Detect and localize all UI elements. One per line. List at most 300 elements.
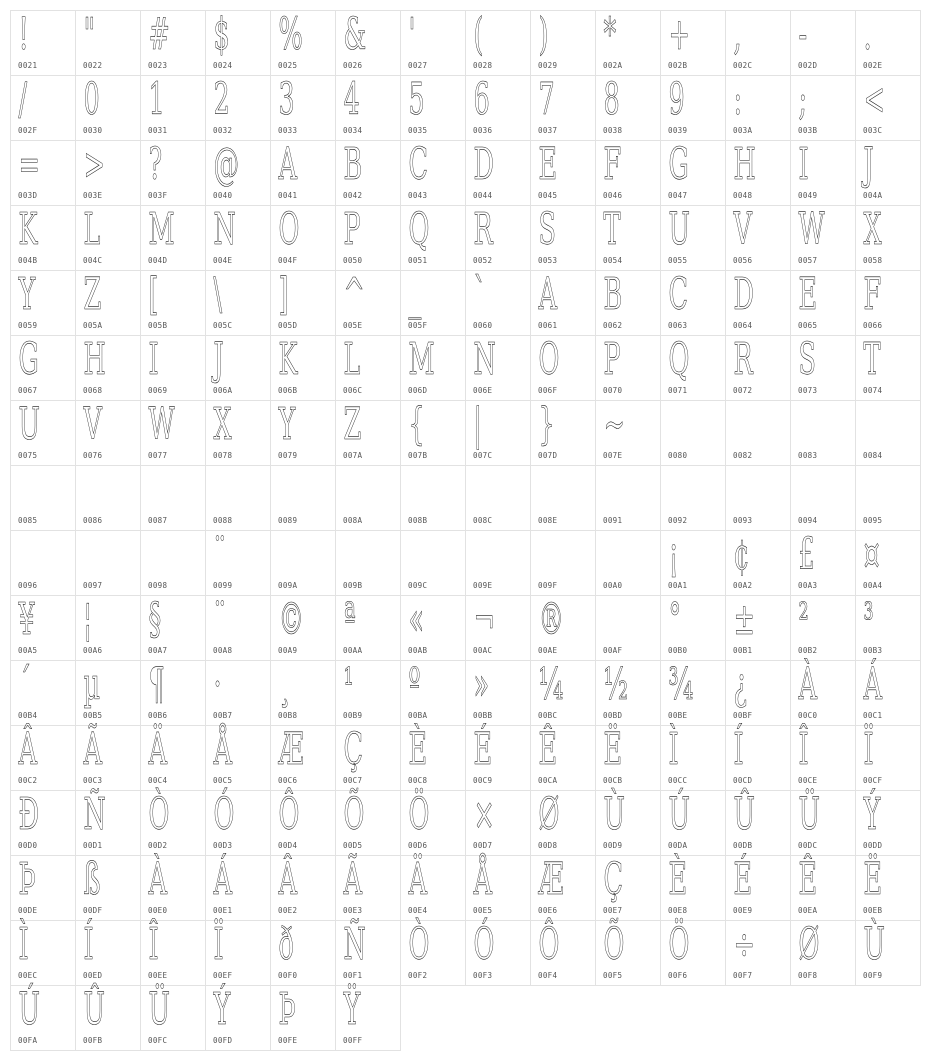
glyph-sample: * [603,9,617,60]
glyph-sample: ¬ [473,594,495,645]
codepoint-label: 0099 [213,581,233,590]
codepoint-label: 005F [408,321,428,330]
glyph-cell [206,206,271,271]
codepoint-label: 00D8 [538,841,558,850]
codepoint-label: 00E6 [538,906,558,915]
glyph-sample: S [538,204,556,255]
glyph-sample: E [538,139,558,190]
glyph-cell [141,531,206,596]
glyph-sample: ; [798,74,808,125]
glyph-sample [275,527,309,583]
glyph-cell [336,466,401,531]
glyph-sample: Ö [668,919,690,970]
glyph-cell [531,11,596,76]
glyph-cell [141,661,206,726]
glyph-sample [15,527,49,583]
glyph-cell [596,791,661,856]
glyph-sample: Ì [18,919,29,970]
codepoint-label: 0022 [83,61,103,70]
codepoint-label: 00A7 [148,646,168,655]
glyph-cell [271,11,336,76]
glyph-sample: V [83,399,102,450]
glyph-cell [726,206,791,271]
glyph-sample: Þ [18,854,36,905]
glyph-cell [11,596,76,661]
glyph-cell [401,336,466,401]
glyph-cell [726,856,791,921]
codepoint-label: 009C [408,581,428,590]
glyph-cell [401,596,466,661]
codepoint-label: 0076 [83,451,103,460]
glyph-cell [726,661,791,726]
glyph-cell [141,141,206,206]
codepoint-label: 00EF [213,971,233,980]
glyph-sample: 7 [538,74,555,125]
glyph-cell [76,11,141,76]
glyph-sample: 1 [148,74,165,125]
glyph-sample: S [798,334,816,385]
codepoint-label: 00B6 [148,711,168,720]
glyph-cell [76,206,141,271]
glyph-sample: Þ [278,984,296,1035]
glyph-cell [531,856,596,921]
glyph-cell [791,11,856,76]
codepoint-label: 003E [83,191,103,200]
glyph-cell [401,921,466,986]
codepoint-label: 00D1 [83,841,103,850]
glyph-cell [336,661,401,726]
glyph-cell [206,141,271,206]
glyph-cell [466,271,531,336]
codepoint-label: 00B5 [83,711,103,720]
glyph-cell [76,856,141,921]
codepoint-label: 00EC [18,971,38,980]
glyph-sample: Ä [408,854,427,905]
glyph-sample [80,527,114,583]
glyph-sample: Ç [343,724,364,775]
glyph-sample: Ã [343,854,362,905]
glyph-sample: ¤ [863,529,880,580]
glyph-cell [11,466,76,531]
glyph-cell [271,401,336,466]
glyph-sample: Æ [538,854,565,905]
glyph-cell [141,791,206,856]
codepoint-label: 0071 [668,386,688,395]
glyph-sample: º [408,659,421,710]
glyph-cell [271,336,336,401]
glyph-sample: ¶ [148,659,165,710]
codepoint-label: 00DA [668,841,688,850]
glyph-sample: - [798,9,808,60]
glyph-sample [730,462,764,518]
glyph-sample: O [538,334,560,385]
codepoint-label: 0045 [538,191,558,200]
codepoint-label: 0061 [538,321,558,330]
glyph-cell [596,401,661,466]
codepoint-label: 00DE [18,906,38,915]
glyph-cell [11,661,76,726]
codepoint-label: 004F [278,256,298,265]
codepoint-label: 0073 [798,386,818,395]
codepoint-label: 00C1 [863,711,883,720]
codepoint-label: 003C [863,126,883,135]
codepoint-label: 00D9 [603,841,623,850]
glyph-cell [336,791,401,856]
glyph-sample: ¸ [278,659,292,710]
codepoint-label: 00AA [343,646,363,655]
codepoint-label: 00BD [603,711,623,720]
glyph-cell [531,791,596,856]
codepoint-label: 0062 [603,321,623,330]
codepoint-label: 00F4 [538,971,558,980]
codepoint-label: 005D [278,321,298,330]
glyph-sample: G [18,334,39,385]
glyph-sample: Î [798,724,809,775]
codepoint-label: 002B [668,61,688,70]
codepoint-label: 003D [18,191,38,200]
glyph-sample: Z [83,269,102,320]
glyph-sample: + [668,9,690,60]
codepoint-label: 0038 [603,126,623,135]
glyph-sample: " [83,9,96,60]
glyph-sample: £ [798,529,815,580]
glyph-cell [856,401,921,466]
glyph-cell [726,11,791,76]
codepoint-label: 005A [83,321,103,330]
codepoint-label: 0052 [473,256,493,265]
codepoint-label: 00CF [863,776,883,785]
codepoint-label: 0063 [668,321,688,330]
glyph-cell [466,661,531,726]
glyph-sample: Ÿ [343,984,361,1035]
codepoint-label: 00B8 [278,711,298,720]
codepoint-label: 002E [863,61,883,70]
glyph-sample: ´ [18,659,32,710]
codepoint-label: 002A [603,61,623,70]
glyph-sample [535,527,569,583]
glyph-cell [791,856,856,921]
codepoint-label: 004E [213,256,233,265]
glyph-cell [76,466,141,531]
glyph-sample: È [408,724,428,775]
glyph-sample: ² [798,594,809,645]
glyph-sample [145,462,179,518]
glyph-sample: Ô [538,919,560,970]
glyph-cell [11,271,76,336]
glyph-cell [206,11,271,76]
glyph-cell [726,791,791,856]
codepoint-label: 003F [148,191,168,200]
codepoint-label: 00A8 [213,646,233,655]
glyph-sample: U [668,204,690,255]
glyph-cell [401,726,466,791]
codepoint-label: 00D5 [343,841,363,850]
glyph-cell [336,271,401,336]
glyph-sample [210,462,244,518]
glyph-sample: 3 [278,74,295,125]
codepoint-label: 0057 [798,256,818,265]
codepoint-label: 006C [343,386,363,395]
glyph-cell [11,76,76,141]
glyph-cell [141,596,206,661]
codepoint-label: 00C8 [408,776,428,785]
glyph-cell [791,661,856,726]
glyph-cell [401,791,466,856]
glyph-sample: Ö [408,789,430,840]
codepoint-label: 0086 [83,516,103,525]
glyph-cell [11,206,76,271]
glyph-sample: § [148,594,162,645]
codepoint-label: 00A1 [668,581,688,590]
glyph-cell [466,921,531,986]
codepoint-label: 0077 [148,451,168,460]
glyph-sample: H [733,139,756,190]
codepoint-label: 0032 [213,126,233,135]
glyph-sample: ( [473,9,484,60]
codepoint-label: 0082 [733,451,753,460]
codepoint-label: 0039 [668,126,688,135]
glyph-sample: È [668,854,688,905]
glyph-sample: ð [278,919,294,970]
codepoint-label: 00E8 [668,906,688,915]
codepoint-label: 0068 [83,386,103,395]
codepoint-label: 00E0 [148,906,168,915]
glyph-sample: H [83,334,106,385]
codepoint-label: 00C6 [278,776,298,785]
glyph-cell [206,856,271,921]
glyph-cell [206,531,271,596]
glyph-sample: Ý [863,789,881,840]
glyph-sample: } [538,399,555,450]
glyph-cell [466,531,531,596]
glyph-sample: D [733,269,754,320]
codepoint-label: 0075 [18,451,38,460]
codepoint-label: 00EB [863,906,883,915]
glyph-sample: Q [668,334,690,385]
codepoint-label: 0043 [408,191,428,200]
codepoint-label: 0055 [668,256,688,265]
glyph-sample [795,462,829,518]
glyph-cell [791,791,856,856]
glyph-sample: _ [408,269,422,320]
glyph-sample: 8 [603,74,620,125]
glyph-cell [141,401,206,466]
glyph-cell [661,531,726,596]
glyph-sample: É [473,724,493,775]
glyph-sample [145,527,179,583]
glyph-cell [531,726,596,791]
codepoint-label: 007E [603,451,623,460]
glyph-cell [401,206,466,271]
glyph-sample: Ê [538,724,558,775]
codepoint-label: 00B1 [733,646,753,655]
glyph-cell [336,141,401,206]
glyph-cell [141,76,206,141]
glyph-cell [791,401,856,466]
codepoint-label: 00AB [408,646,428,655]
glyph-cell [531,336,596,401]
codepoint-label: 0072 [733,386,753,395]
glyph-cell [271,661,336,726]
codepoint-label: 008E [538,516,558,525]
glyph-sample: 2 [213,74,230,125]
glyph-cell [856,466,921,531]
glyph-sample: Õ [603,919,625,970]
glyph-cell [336,401,401,466]
codepoint-label: 00DC [798,841,818,850]
codepoint-label: 00EE [148,971,168,980]
codepoint-label: 0096 [18,581,38,590]
glyph-cell [141,921,206,986]
glyph-sample: V [733,204,752,255]
glyph-sample: / [18,74,28,125]
glyph-cell [401,856,466,921]
glyph-sample: Å [473,854,492,905]
glyph-cell [531,466,596,531]
codepoint-label: 003A [733,126,753,135]
codepoint-label: 00DB [733,841,753,850]
glyph-sample: R [473,204,493,255]
codepoint-label: 0024 [213,61,233,70]
glyph-sample: ^ [343,269,365,320]
glyph-cell [336,531,401,596]
codepoint-label: 00E9 [733,906,753,915]
codepoint-label: 00F5 [603,971,623,980]
glyph-cell [336,336,401,401]
glyph-cell [661,336,726,401]
codepoint-label: 006F [538,386,558,395]
glyph-cell [206,921,271,986]
glyph-cell [206,661,271,726]
codepoint-label: 0029 [538,61,558,70]
glyph-sample [340,462,374,518]
glyph-sample: O [278,204,300,255]
glyph-cell [791,921,856,986]
glyph-cell [271,531,336,596]
glyph-sample [665,397,699,453]
glyph-cell [856,856,921,921]
codepoint-label: 002C [733,61,753,70]
glyph-cell [271,791,336,856]
glyph-sample: Æ [278,724,305,775]
codepoint-label: 005B [148,321,168,330]
codepoint-label: 0048 [733,191,753,200]
glyph-sample: { [408,399,425,450]
codepoint-label: 00D4 [278,841,298,850]
glyph-cell [271,726,336,791]
glyph-cell [271,466,336,531]
glyph-cell [141,856,206,921]
codepoint-label: 0021 [18,61,38,70]
codepoint-label: 0074 [863,386,883,395]
glyph-sample: Y [18,269,36,320]
glyph-cell [76,336,141,401]
glyph-cell [336,856,401,921]
glyph-sample: ¦ [83,594,93,645]
glyph-sample: ½ [603,659,629,710]
codepoint-label: 00FD [213,1036,233,1045]
glyph-sample: B [343,139,363,190]
glyph-sample: M [408,334,435,385]
codepoint-label: 00F2 [408,971,428,980]
glyph-sample [80,462,114,518]
glyph-sample: F [863,269,882,320]
glyph-cell [856,921,921,986]
glyph-cell [401,141,466,206]
codepoint-label: 006B [278,386,298,395]
glyph-sample: Ý [213,984,231,1035]
glyph-cell [401,76,466,141]
codepoint-label: 00D2 [148,841,168,850]
glyph-sample: E [798,269,818,320]
codepoint-label: 0092 [668,516,688,525]
glyph-sample: Ú [668,789,690,840]
glyph-cell [661,271,726,336]
codepoint-label: 0054 [603,256,623,265]
glyph-cell [596,11,661,76]
codepoint-label: 00A3 [798,581,818,590]
glyph-sample: Å [213,724,232,775]
glyph-cell [596,596,661,661]
glyph-sample: ® [538,594,564,645]
glyph-sample [795,397,829,453]
codepoint-label: 00C4 [148,776,168,785]
glyph-sample: Ú [18,984,40,1035]
glyph-sample [405,462,439,518]
glyph-sample: Î [148,919,159,970]
glyph-cell [11,986,76,1051]
glyph-sample: ' [408,9,416,60]
glyph-cell [76,401,141,466]
glyph-sample: C [668,269,689,320]
glyph-cell [206,986,271,1051]
codepoint-label: 00AE [538,646,558,655]
glyph-cell [726,726,791,791]
glyph-cell [206,791,271,856]
glyph-sample: Ë [603,724,623,775]
glyph-sample: Ô [278,789,300,840]
glyph-sample: 4 [343,74,360,125]
glyph-cell [141,336,206,401]
codepoint-label: 00ED [83,971,103,980]
glyph-sample: . [863,9,872,60]
glyph-cell [856,726,921,791]
glyph-sample: ¿ [733,659,748,710]
codepoint-label: 00AF [603,646,623,655]
codepoint-label: 0053 [538,256,558,265]
codepoint-label: 004A [863,191,883,200]
glyph-sample: C [408,139,429,190]
codepoint-label: 00A2 [733,581,753,590]
glyph-cell [336,921,401,986]
glyph-cell [206,271,271,336]
glyph-sample: ¨ [213,594,227,645]
glyph-sample: K [278,334,298,385]
glyph-cell [271,76,336,141]
glyph-cell [856,661,921,726]
codepoint-label: 0049 [798,191,818,200]
codepoint-label: 0084 [863,451,883,460]
glyph-sample: » [473,659,490,710]
codepoint-label: 0030 [83,126,103,135]
codepoint-label: 00EA [798,906,818,915]
glyph-cell [531,76,596,141]
codepoint-label: 004B [18,256,38,265]
glyph-cell [531,206,596,271]
glyph-cell [401,661,466,726]
codepoint-label: 00A9 [278,646,298,655]
codepoint-label: 00CD [733,776,753,785]
